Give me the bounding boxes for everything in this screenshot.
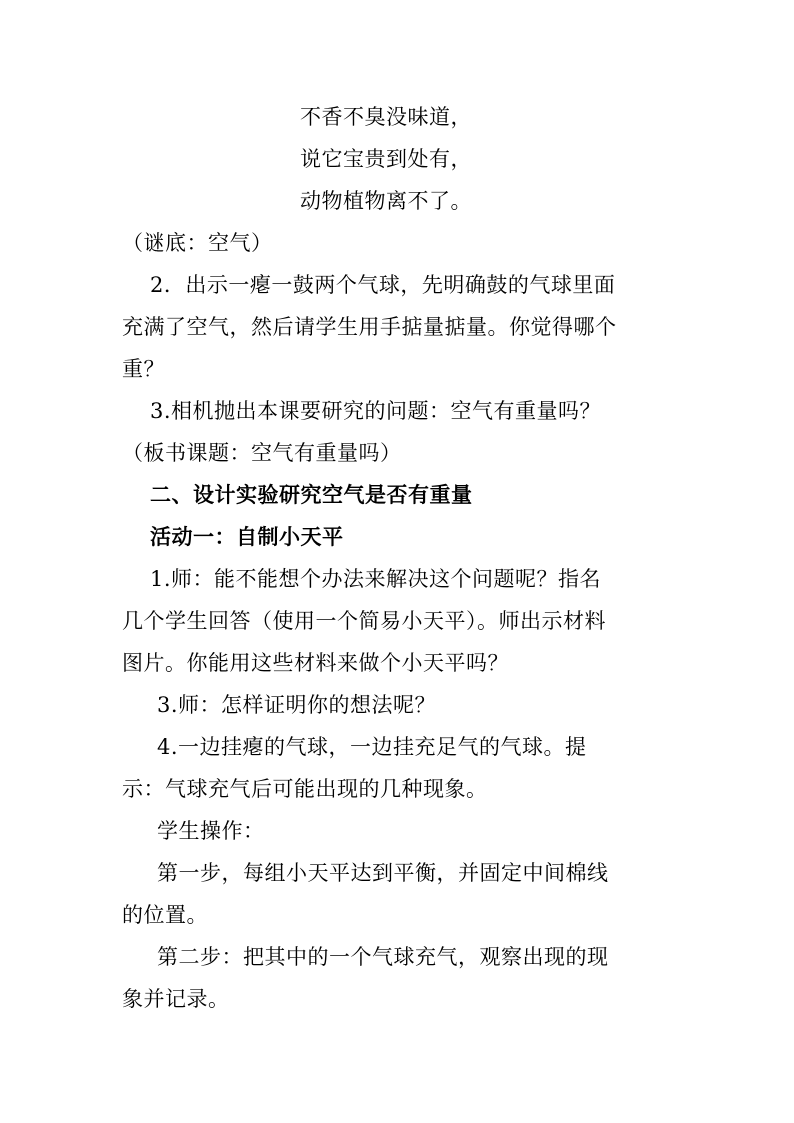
operation-2-line-1: 第二步：把其中的一个气球充气，观察出现的现	[157, 945, 609, 969]
item-2-line-2: 充满了空气，然后请学生用手掂量掂量。你觉得哪个	[122, 315, 617, 339]
step-4-line-2: 示：气球充气后可能出现的几种现象。	[122, 777, 488, 801]
riddle-answer: （谜底：空气）	[122, 231, 273, 255]
item-2-line-3: 重？	[122, 357, 165, 381]
step-1-line-3: 图片。你能用这些材料来做个小天平吗？	[122, 651, 509, 675]
step-1-line-2: 几个学生回答（使用一个简易小天平）。师出示材料	[122, 609, 606, 633]
operation-1-line-2: 的位置。	[122, 903, 208, 927]
step-3: 3.师：怎样证明你的想法呢？	[157, 693, 437, 717]
student-operations-label: 学生操作：	[157, 819, 265, 843]
section-2-heading: 二、设计实验研究空气是否有重量	[150, 482, 473, 507]
activity-1-heading: 活动一：自制小天平	[150, 524, 344, 549]
step-1-line-1: 1.师：能不能想个办法来解决这个问题呢？指名	[150, 567, 602, 591]
item-3-line-1: 3.相机抛出本课要研究的问题：空气有重量吗？	[150, 399, 602, 423]
item-2-line-1: 2．出示一瘪一鼓两个气球，先明确鼓的气球里面	[150, 273, 616, 297]
poem-line-2: 说它宝贵到处有，	[300, 147, 472, 171]
step-4-line-1: 4.一边挂瘪的气球，一边挂充足气的气球。提	[157, 735, 587, 759]
operation-2-line-2: 象并记录。	[122, 987, 230, 1011]
poem-line-3: 动物植物离不了。	[300, 189, 472, 213]
board-title: （板书课题：空气有重量吗）	[122, 441, 402, 465]
operation-1-line-1: 第一步，每组小天平达到平衡，并固定中间棉线	[157, 861, 609, 885]
poem-line-1: 不香不臭没味道，	[300, 105, 472, 129]
